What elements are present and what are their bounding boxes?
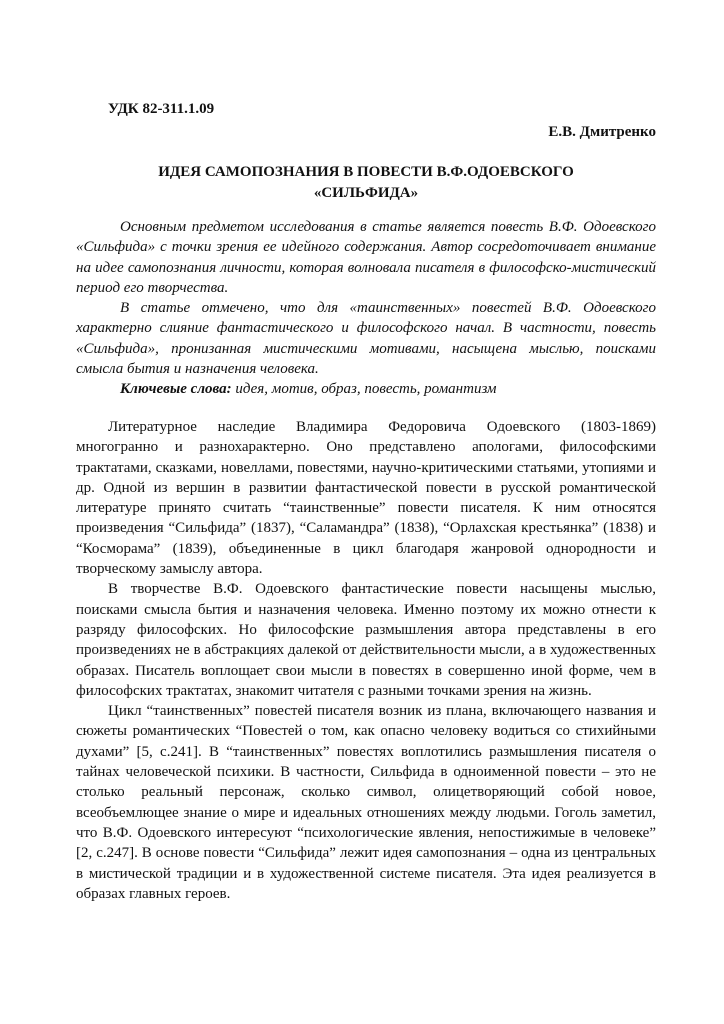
article-title — [76, 162, 656, 204]
body-paragraph-3: Цикл “таинственных” повестей писателя возник из плана, включающего названия и сюжеты романтических “Повестей о том, как опасно человеку водиться со стихийными духами” [5, с.241]. В “таинственных” повестях воплотились размышления писателя о тайнах человеческой психики. В частности, Сильфида в одноименной повести – это не столько реальный персонаж, сколько символ, олицетворяющий собой новое, всеобъемлющее знание о мире и идеальных отношениях между людьми. Гоголь заметил, что В.Ф. Одоевского интересуют “психологические явления, непостижимые в человеке” [2, с.247]. В основе повести “Сильфида” лежит идея самопознания – одна из центральных в мистической традиции и в художественной системе писателя. Эта идея реализуется в образах главных героев. — [76, 703, 656, 902]
title-line-1: ИДЕЯ САМОПОЗНАНИЯ В ПОВЕСТИ В.Ф.ОДОЕВСКОГО — [158, 164, 574, 180]
title-line-2: «СИЛЬФИДА» — [313, 185, 419, 201]
udc-code: УДК 82-311.1.09 — [108, 101, 215, 117]
keywords-list: идея, мотив, образ, повесть, романтизм — [231, 381, 497, 398]
abstract-paragraph-1: Основным предметом исследования в статье является повесть В.Ф. Одоевского «Сильфида» с точки зрения ее идейного содержания. Автор сосредоточивает внимание на идее самопознания личности, которая волновала писателя в философско-мистический период его творчества. — [76, 219, 656, 296]
article-body — [76, 417, 656, 904]
abstract-paragraph-2: В статье отмечено, что для «таинственных» повестей В.Ф. Одоевского характерно слияние фантастического и философского начал. В частности, повесть «Сильфида», пронизанная мистическими мотивами, насыщена мыслью, поисками смысла бытия и назначения человека. — [76, 300, 656, 378]
keywords-label: Ключевые слова: — [120, 381, 232, 398]
author-name: Е.В. Дмитренко — [548, 124, 656, 140]
body-paragraph-1: Литературное наследие Владимира Федоровича Одоевского (1803-1869) многогранно и разнохарактерно. Оно представлено апологами, философскими трактатами, сказками, новеллами, повестями, научно-критическими статьями, утопиями и др. Одной из вершин в развитии фантастической повести в русской романтической литературе принято считать “таинственные” повести писателя. К ним относятся произведения “Сильфида” (1837), “Саламандра” (1838), “Орлахская крестьянка” (1838) и “Косморама” (1839), объединенные в цикл благодаря жанровой однородности и творческому замыслу автора. — [76, 419, 656, 578]
keywords-line — [76, 379, 656, 399]
body-paragraph-2: В творчестве В.Ф. Одоевского фантастические повести насыщены мыслью, поисками смысла бытия и назначения человека. Именно поэтому их можно отнести к разряду философских. Но философские размышления автора представлены в его произведениях не в абстракциях далекой от действительности мысли, а в художественных образах. Писатель воплощает свои мысли в повестях в совершенно иной форме, чем в философских трактатах, знакомит читателя с разными точками зрения на жизнь. — [76, 581, 656, 699]
abstract — [76, 217, 656, 400]
